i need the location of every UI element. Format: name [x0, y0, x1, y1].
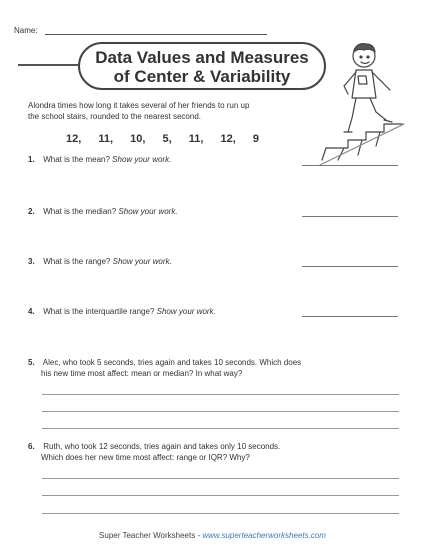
footer-brand: Super Teacher Worksheets [99, 531, 196, 540]
show-work-text: Show your work. [156, 307, 216, 316]
footer [0, 531, 425, 540]
data-values [66, 133, 273, 145]
question-line-1: Alec, who took 5 seconds, tries again and takes 10 seconds. Which does [42, 358, 302, 367]
question-1 [28, 154, 408, 165]
question-number: 1. [28, 155, 35, 164]
name-line[interactable] [45, 34, 267, 35]
answer-line-1[interactable] [302, 165, 398, 166]
question-text: What is the interquartile range? [43, 307, 155, 316]
show-work-text: Show your work. [112, 155, 172, 164]
question-number: 6. [28, 442, 35, 451]
question-number: 5. [28, 358, 35, 367]
question-5 [28, 357, 408, 379]
boy-climbing-stairs-illustration [318, 40, 408, 170]
question-number: 2. [28, 207, 35, 216]
answer-line-5b[interactable] [42, 411, 399, 412]
answer-line-3[interactable] [302, 266, 398, 267]
title-line-2: of Center & Variability [113, 67, 291, 86]
answer-line-5c[interactable] [42, 428, 399, 429]
answer-line-4[interactable] [302, 316, 398, 317]
question-number: 4. [28, 307, 35, 316]
intro-text [28, 100, 328, 122]
intro-line-2: the school stairs, rounded to the nearest second. [28, 112, 201, 121]
question-line-1: Ruth, who took 12 seconds, tries again and takes only 10 seconds. [43, 442, 281, 451]
show-work-text: Show your work. [118, 207, 178, 216]
footer-separator: - [195, 531, 203, 540]
question-line-2: Which does her new time most affect: range or IQR? Why? [41, 453, 250, 462]
title-rule [18, 64, 78, 66]
question-text: What is the median? [43, 207, 117, 216]
data-value: 12, [66, 133, 82, 145]
question-line-2: his new time most affect: mean or median? In what way? [41, 369, 243, 378]
answer-line-2[interactable] [302, 216, 398, 217]
data-value: 11, [188, 133, 204, 145]
answer-line-6a[interactable] [42, 478, 399, 479]
question-text: What is the mean? [43, 155, 110, 164]
answer-line-6c[interactable] [42, 513, 399, 514]
title-line-1: Data Values and Measures [95, 48, 309, 67]
name-label: Name: [14, 26, 38, 35]
data-value: 5, [162, 133, 172, 145]
question-6 [28, 441, 408, 463]
intro-line-1: Alondra times how long it takes several of her friends to run up [28, 101, 250, 110]
answer-line-6b[interactable] [42, 495, 399, 496]
footer-site-link[interactable]: www.superteacherworksheets.com [202, 531, 326, 540]
question-number: 3. [28, 257, 35, 266]
worksheet-title [78, 42, 326, 90]
data-value: 12, [220, 133, 236, 145]
question-text: What is the range? [43, 257, 111, 266]
answer-line-5a[interactable] [42, 394, 399, 395]
data-value: 9 [252, 133, 259, 145]
data-value: 11, [98, 133, 114, 145]
data-value: 10, [130, 133, 146, 145]
show-work-text: Show your work. [112, 257, 172, 266]
